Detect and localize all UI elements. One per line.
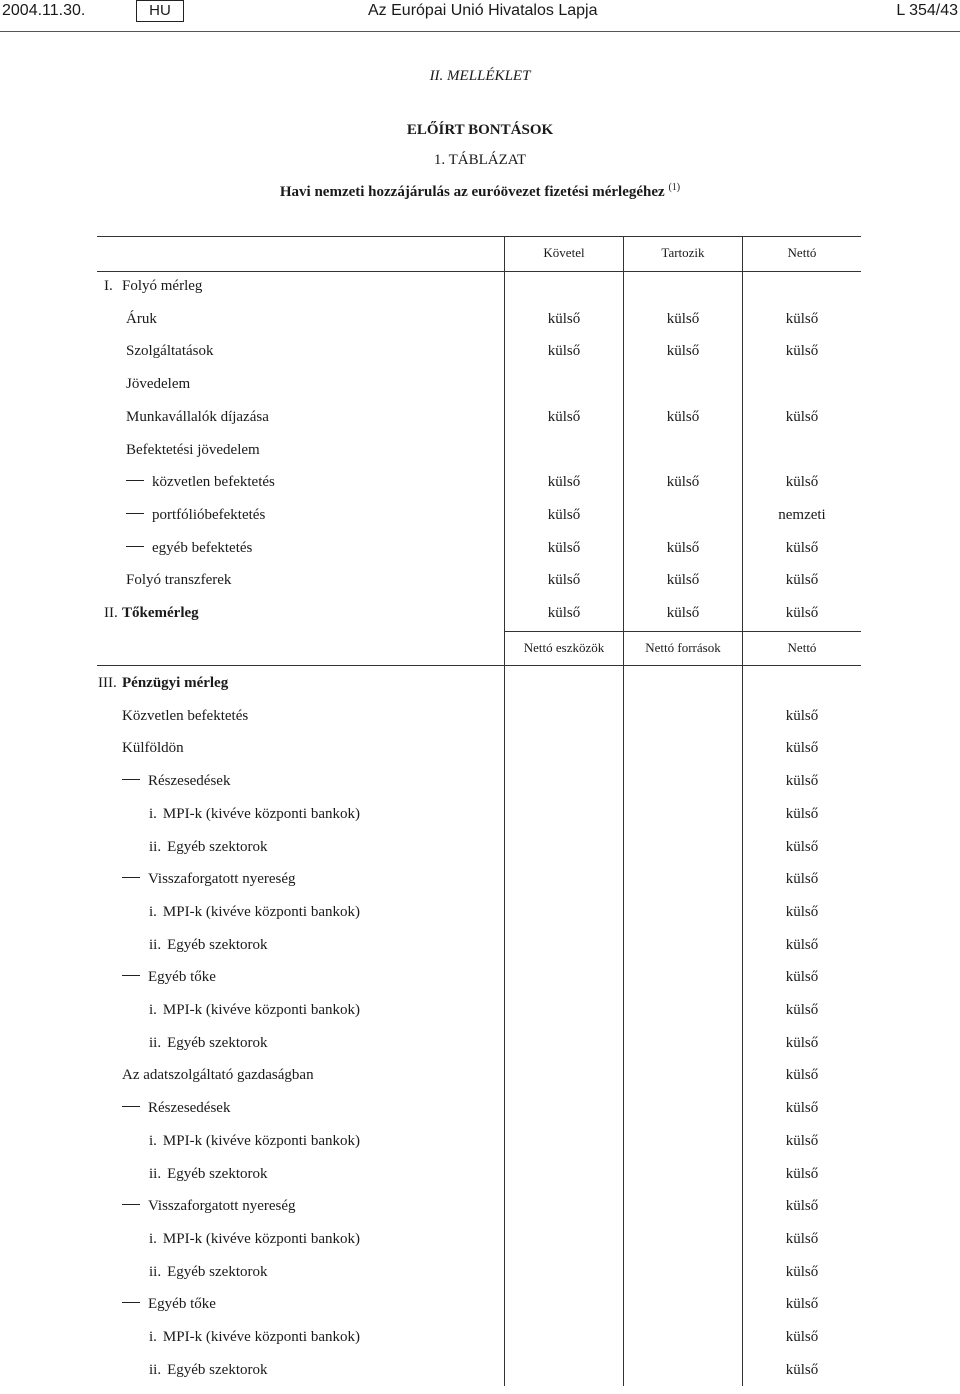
table-row [0,572,960,604]
column-header: Nettó [787,640,817,655]
row-label [122,1067,314,1084]
value-cell: külső [785,310,819,327]
row-label-text: Külföldön [122,740,184,756]
value-cell: külső [785,605,819,621]
table-row [0,871,960,903]
row-label [149,1035,267,1052]
table-row [0,409,960,441]
row-label-text: MPI-k (kivéve központi bankok) [162,1133,360,1149]
value-cell: külső [785,740,819,756]
value-cell: külső [666,539,700,556]
section-roman: I. [104,278,113,294]
dash-marker [122,1106,140,1107]
list-marker: i. [149,1133,157,1149]
row-label [149,1231,360,1248]
value-cell: külső [785,806,819,822]
row-label [149,1329,360,1346]
column-header: Nettó források [645,640,721,655]
value-cell: külső [785,969,819,985]
table-subtitle [0,182,960,201]
dash-marker [122,779,140,780]
row-label [122,773,230,790]
dash-marker [122,975,140,976]
row-label-text: Közvetlen befektetés [122,708,249,724]
row-label [149,1362,267,1379]
table-row [0,708,960,740]
row-label-text: MPI-k (kivéve központi bankok) [162,904,360,920]
table-row [0,740,960,772]
section-roman: II. [104,605,118,621]
value-cell: külső [547,474,581,491]
row-label-text: Egyéb tőke [148,969,216,985]
table-row [0,1198,960,1230]
list-marker: ii. [149,1264,162,1280]
row-label-text: Egyéb szektorok [167,1035,268,1051]
value-cell: külső [785,1231,819,1247]
row-label [126,474,275,491]
column-header: Tartozik [661,245,705,260]
value-cell: külső [785,1166,819,1182]
dash-marker [122,1302,140,1303]
row-label-text: Egyéb szektorok [167,1166,268,1182]
row-label-text: MPI-k (kivéve központi bankok) [162,1002,360,1018]
table-row [0,507,960,539]
row-label: Munkavállalók díjazása [126,408,269,425]
table-row [0,969,960,1001]
table-subtitle-text: Havi nemzeti hozzájárulás az euróövezet fizetési mérlegéhez [279,184,665,200]
value-cell: külső [785,1133,819,1149]
value-cell: külső [666,474,700,491]
table-top-rule [97,236,861,237]
publication-date: 2004.11.30. [2,2,86,19]
page-number: L 354/43 [896,2,958,19]
row-label-text: Egyéb szektorok [167,937,268,953]
value-cell: külső [785,1264,819,1280]
table-row [0,1166,960,1198]
table-row [0,1231,960,1263]
header-rule [0,31,960,32]
value-cell: nemzeti [778,506,826,523]
value-cell: külső [785,937,819,953]
language-badge: HU [136,0,184,22]
value-cell: külső [785,1067,819,1083]
table-row [0,937,960,969]
value-cell: külső [666,343,700,360]
value-cell: külső [666,310,700,327]
row-label-text: Visszaforgatott nyereség [148,871,296,887]
row-label [122,1100,230,1117]
row-label-text: Egyéb szektorok [167,839,268,855]
dash-marker [122,1204,140,1205]
journal-title: Az Európai Unió Hivatalos Lapja [368,2,598,19]
main-title: ELŐÍRT BONTÁSOK [406,122,554,138]
value-cell: külső [785,1002,819,1018]
footnote-ref: (1) [668,182,681,193]
list-marker: i. [149,904,157,920]
value-cell: külső [666,605,700,621]
section-row [0,605,960,637]
list-marker: ii. [149,1362,162,1378]
table-row [0,1100,960,1132]
list-marker: ii. [149,1035,162,1051]
table-row [0,904,960,936]
row-label [122,708,248,725]
column-header: Nettó [787,245,817,260]
table-row [0,773,960,805]
row-label-text: portfólióbefektetés [152,506,266,523]
dash-marker [126,546,144,547]
value-cell: külső [666,572,700,589]
row-label [122,871,296,888]
value-cell: külső [785,343,819,360]
row-label-text: Egyéb szektorok [167,1264,268,1280]
row-label-text: közvetlen befektetés [152,474,275,491]
column-header: Követel [543,245,585,260]
value-cell: külső [785,871,819,887]
value-cell: külső [785,1329,819,1345]
list-marker: i. [149,1231,157,1247]
row-label-text: MPI-k (kivéve központi bankok) [162,1231,360,1247]
table-row [0,1067,960,1099]
row-label: Folyó transzferek [126,572,232,589]
table-row [0,839,960,871]
value-cell: külső [547,408,581,425]
section-row [0,278,960,310]
row-label-text: Egyéb szektorok [167,1362,268,1378]
value-cell: külső [785,1198,819,1214]
row-label-text: Részesedések [148,773,231,789]
section-roman: III. [98,675,117,691]
table-row [0,1264,960,1296]
value-cell: külső [666,408,700,425]
value-cell: külső [547,310,581,327]
row-label [122,1198,296,1215]
row-label-text: Visszaforgatott nyereség [148,1198,296,1214]
value-cell: külső [785,839,819,855]
table-row [0,311,960,343]
value-cell: külső [785,1035,819,1051]
dash-marker [126,480,144,481]
page-header [0,0,960,32]
value-cell: külső [785,1296,819,1312]
table-row [0,376,960,408]
table-row [0,1296,960,1328]
row-label [149,806,360,823]
list-marker: ii. [149,937,162,953]
value-cell: külső [547,539,581,556]
list-marker: ii. [149,1166,162,1182]
row-label-text: Egyéb tőke [148,1296,216,1312]
row-label-text: Az adatszolgáltató gazdaságban [122,1067,314,1083]
value-cell: külső [547,572,581,589]
row-label [149,904,360,921]
row-label [149,1166,267,1183]
row-label: Áruk [126,310,157,327]
section-label: Folyó mérleg [122,278,203,294]
dash-marker [126,513,144,514]
row-label [122,740,184,757]
table-row [0,806,960,838]
value-cell: külső [547,343,581,360]
section-label: Tőkemérleg [122,605,199,621]
value-cell: külső [785,904,819,920]
table-row [0,1362,960,1394]
row-label-text: Részesedések [148,1100,231,1116]
table-row [0,540,960,572]
table-row [0,1002,960,1034]
value-cell: külső [785,408,819,425]
table-number: 1. TÁBLÁZAT [433,152,527,168]
table-row [0,1035,960,1067]
row-label [126,540,252,557]
table-row [0,1329,960,1361]
value-cell: külső [785,539,819,556]
value-cell: külső [785,773,819,789]
value-cell: külső [547,605,581,621]
table-row [0,442,960,474]
list-marker: i. [149,1329,157,1345]
row-label [149,1133,360,1150]
table-row [0,343,960,375]
dash-marker [122,877,140,878]
value-cell: külső [785,572,819,589]
row-label: Jövedelem [126,376,191,393]
section-label: Pénzügyi mérleg [122,675,229,691]
row-label: Szolgáltatások [126,343,214,360]
row-label-text: MPI-k (kivéve központi bankok) [162,806,360,822]
row-label [122,969,216,986]
subheader-row [0,640,960,672]
value-cell: külső [547,506,581,523]
row-label [149,1264,267,1281]
row-label: Befektetési jövedelem [126,441,260,458]
value-cell: külső [785,708,819,724]
row-label [126,507,265,524]
list-marker: i. [149,806,157,822]
value-cell: külső [785,1362,819,1378]
row-label-text: egyéb befektetés [152,539,253,556]
row-label [122,1296,216,1313]
row-label [149,1002,360,1019]
row-label-text: MPI-k (kivéve központi bankok) [162,1329,360,1345]
table-header-row [0,245,960,277]
section-row [0,675,960,707]
value-cell: külső [785,1100,819,1116]
value-cell: külső [785,474,819,491]
column-header: Nettó eszközök [523,640,605,655]
table-row [0,474,960,506]
row-label [149,937,267,954]
list-marker: ii. [149,839,162,855]
annex-title: II. MELLÉKLET [429,68,531,84]
row-label [149,839,267,856]
table-row [0,1133,960,1165]
list-marker: i. [149,1002,157,1018]
